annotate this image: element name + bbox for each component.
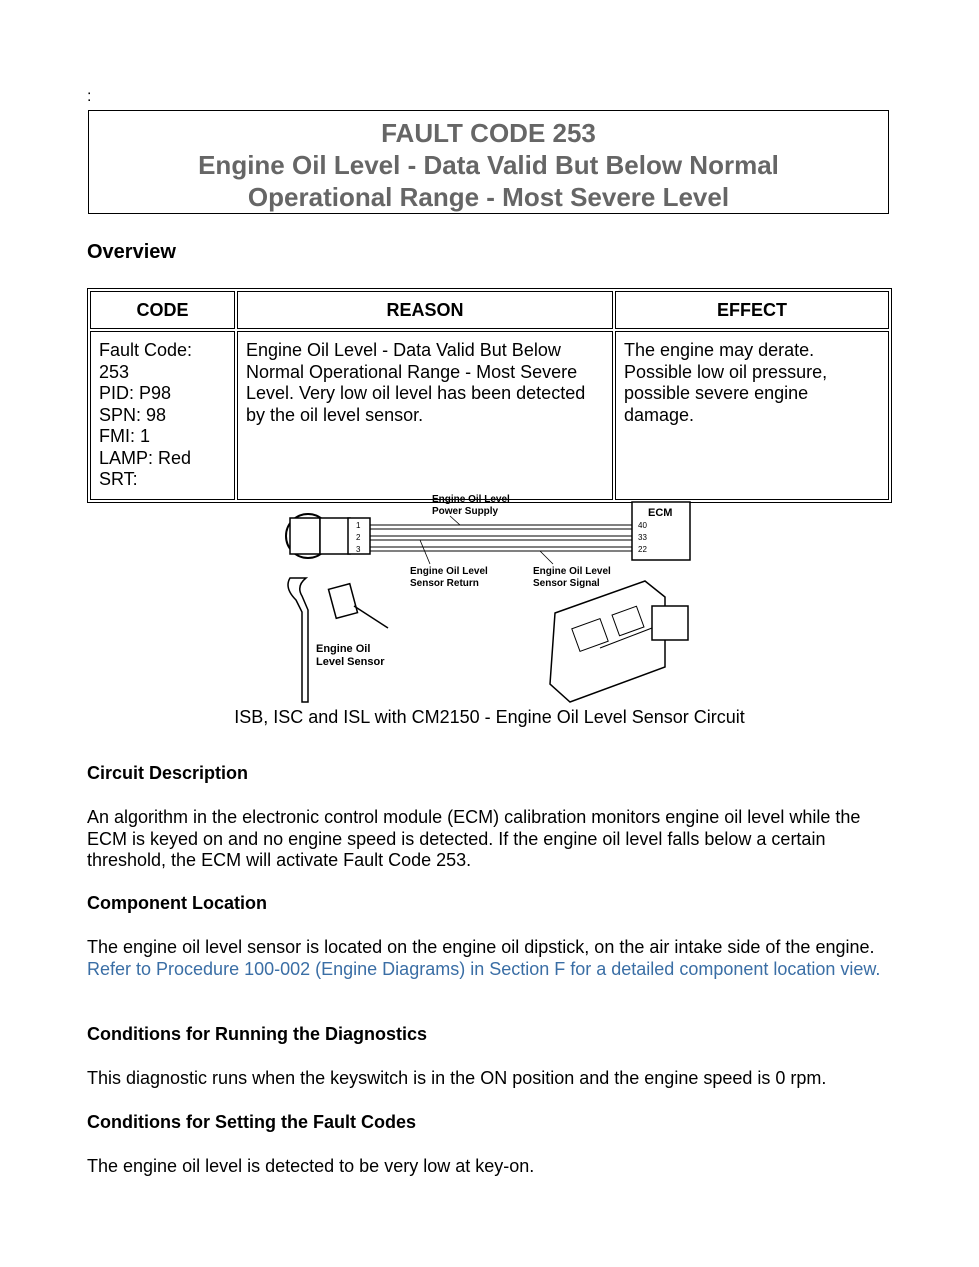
return-leader: [420, 540, 430, 564]
running-conditions-text: This diagnostic runs when the keyswitch is in the ON position and the engine speed is 0 rpm.: [87, 1068, 827, 1088]
sensor-label-1: Engine Oil: [316, 643, 371, 655]
code-line: Fault Code: 253: [99, 340, 193, 382]
circuit-description-heading: Circuit Description: [87, 763, 249, 783]
component-location-heading: Component Location: [87, 893, 267, 913]
circuit-description-text: An algorithm in the electronic control module (ECM) calibration monitors engine oil level while the ECM is keyed on and no engine speed is detected. If the engine oil level falls below a certain threshold, the ECM will activate Fault Code 253.: [87, 807, 861, 870]
code-line: FMI: 1: [99, 426, 151, 446]
ecm-pin: 40: [638, 521, 647, 530]
pin-label: 1: [356, 521, 361, 530]
dipstick-shape: [288, 578, 308, 702]
ecm-label: ECM: [648, 507, 673, 519]
power-label-2: Power Supply: [432, 506, 499, 517]
code-cell: [90, 331, 235, 500]
signal-label-1: Engine Oil Level: [533, 566, 611, 577]
code-line: PID: P98: [99, 383, 172, 403]
return-label-2: Sensor Return: [410, 578, 479, 589]
header-effect: EFFECT: [615, 291, 889, 329]
procedure-link[interactable]: Refer to Procedure 100-002 (Engine Diagrams) in Section F for a detailed component location view.: [87, 958, 881, 979]
ecm-pin: 22: [638, 545, 647, 554]
fault-code-subtitle-line1: Engine Oil Level - Data Valid But Below Normal: [198, 150, 779, 180]
effect-cell: The engine may derate. Possible low oil pressure, possible severe engine damage.: [615, 331, 889, 500]
overview-table: [87, 288, 892, 503]
return-label-1: Engine Oil Level: [410, 566, 488, 577]
power-label-1: Engine Oil Level: [432, 494, 510, 505]
signal-leader: [540, 551, 553, 564]
reason-cell: Engine Oil Level - Data Valid But Below Normal Operational Range - Most Severe Level. Very low oil level has been detected by the oil level sensor.: [237, 331, 613, 500]
pin-label: 3: [356, 545, 361, 554]
setting-conditions-text: The engine oil level is detected to be very low at key-on.: [87, 1156, 535, 1176]
header-code: CODE: [90, 291, 235, 329]
component-location-body: The engine oil level sensor is located on the engine oil dipstick, on the air intake side of the engine.: [87, 937, 875, 957]
sensor-head-body: [290, 518, 320, 554]
diagram-caption: ISB, ISC and ISL with CM2150 - Engine Oil Level Sensor Circuit: [234, 707, 745, 727]
overview-heading: Overview: [87, 241, 176, 263]
code-line: LAMP: Red: [99, 447, 192, 468]
setting-conditions-heading: Conditions for Setting the Fault Codes: [87, 1112, 416, 1132]
header-reason: REASON: [237, 291, 613, 329]
running-conditions-heading: Conditions for Running the Diagnostics: [87, 1024, 427, 1044]
ecm-harness-plug: [652, 606, 688, 640]
fault-code-title: FAULT CODE 253: [381, 118, 596, 148]
ecm-pin: 33: [638, 533, 647, 542]
fault-code-subtitle-line2: Operational Range - Most Severe Level: [247, 182, 730, 212]
leading-colon: :: [87, 88, 92, 105]
code-line: SPN: 98: [99, 404, 167, 425]
pin-label: 2: [356, 533, 361, 542]
component-location-text: [87, 937, 887, 980]
sensor-circuit-diagram: [270, 488, 710, 708]
sensor-plug: [328, 584, 357, 619]
sensor-cable: [354, 606, 388, 628]
sensor-label-2: Level Sensor: [316, 656, 385, 668]
sensor-connector: [320, 518, 350, 554]
fault-code-title-box: [88, 110, 889, 214]
power-leader: [450, 516, 460, 525]
signal-label-2: Sensor Signal: [533, 578, 600, 589]
code-line: SRT:: [99, 469, 138, 489]
